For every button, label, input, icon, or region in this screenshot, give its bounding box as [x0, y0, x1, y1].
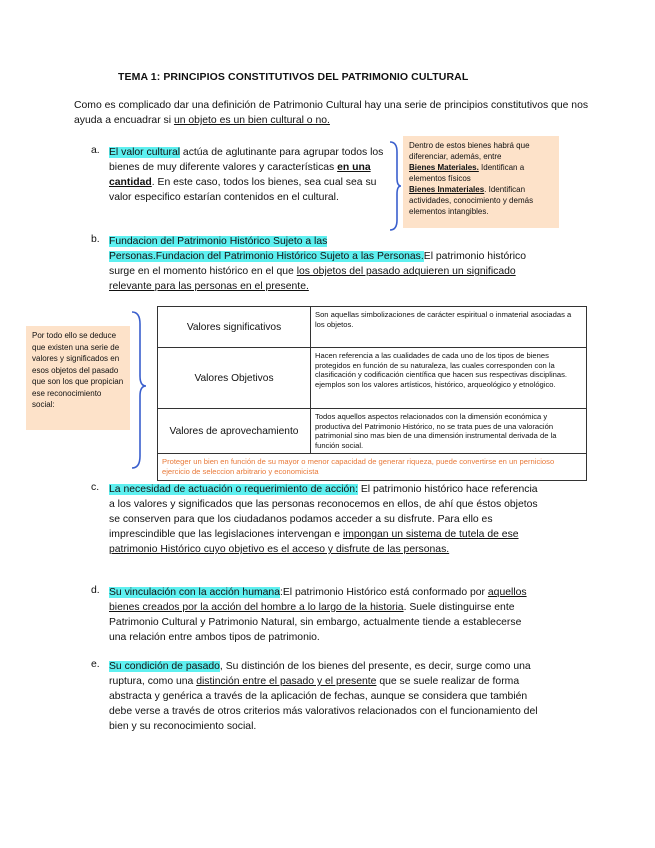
values-table: [157, 306, 587, 481]
item-e-text1: , Su distinción de los bienes del presente, es decir, surge como una ruptura, como una: [109, 661, 531, 687]
item-a-paragraph: [109, 145, 389, 205]
intro-underlined: un objeto es un bien cultural o no.: [173, 115, 330, 126]
item-e-letter: e.: [91, 659, 100, 670]
item-c-underlined: impongan un sistema de tutela de ese patrimonio Histórico cuyo objetivo es el acceso y disfrute de las personas.: [109, 529, 519, 555]
table-row: [158, 454, 587, 480]
value-label: Valores significativos: [158, 307, 311, 348]
note-values-intro: Por todo ello se deduce que existen una serie de valores y significados en esos objetos del pasado que son los que propician ese reconocimiento social:: [26, 326, 130, 430]
table-row: [158, 409, 587, 454]
note-line3: . Identifican actividades, conocimiento y demás elementos intangibles.: [409, 185, 534, 216]
item-a-text2: . En este caso, todos los bienes, sea cual sea su valor especifico estarían contenidos en el cultural.: [109, 177, 377, 203]
note-bienes-materiales: Bienes Materiales.: [409, 163, 479, 172]
table-row: [158, 307, 587, 348]
item-e-underlined: distinción entre el pasado y el presente: [196, 676, 377, 687]
item-b-highlight2: Personas.Fundacion del Patrimonio Histórico Sujeto a las Personas.: [109, 251, 424, 262]
item-b-underlined: los objetos del pasado adquieren un significado relevante para las personas en el presente.: [109, 266, 516, 292]
item-d-paragraph: [109, 585, 539, 645]
item-b-paragraph: [109, 234, 539, 294]
item-d-text1: :El patrimonio Histórico está conformado por: [279, 587, 488, 598]
value-label: Valores Objetivos: [158, 348, 311, 409]
table-footnote: Proteger un bien en función de su mayor o menor capacidad de generar riqueza, puede convertirse en un pernicioso ejercicio de seleccion arbitrario y economicista: [158, 454, 587, 480]
note-bienes-inmateriales: Bienes Inmateriales: [409, 185, 485, 194]
table-row: [158, 348, 587, 409]
item-b-highlight1: Fundacion del Patrimonio Histórico Sujeto a las: [109, 236, 328, 247]
item-c-highlight: La necesidad de actuación o requerimiento de acción:: [109, 484, 358, 495]
item-d-letter: d.: [91, 585, 100, 596]
item-e-text2: que se suele realizar de forma abstracta y genérica a través de la aplicación de fechas, aunque se considera que también debe verse a través de otros criterios más valorativos relacionados con el funcionamiento del bien y su reconocimiento social.: [109, 676, 538, 732]
document-title: TEMA 1: PRINCIPIOS CONSTITUTIVOS DEL PATRIMONIO CULTURAL: [118, 71, 469, 83]
note-line2: Identifican a elementos físicos: [409, 163, 525, 183]
item-a-highlight: El valor cultural: [109, 147, 181, 158]
right-brace-icon: [388, 140, 402, 232]
value-label: Valores de aprovechamiento: [158, 409, 311, 454]
item-d-text2: . Suele distinguirse ente Patrimonio Cultural y Patrimonio Natural, sin embargo, actualmente tiende a establecerse una relación entre ambos tipos de patrimonio.: [109, 602, 522, 643]
note-material-inmaterial: [403, 136, 559, 228]
item-b-letter: b.: [91, 234, 100, 245]
item-e-highlight: Su condición de pasado: [109, 661, 220, 672]
value-desc: Son aquellas simbolizaciones de carácter espiritual o inmaterial asociadas a los objetos.: [311, 307, 587, 348]
item-a-bold: en una cantidad: [109, 162, 371, 188]
item-b-text1: El patrimonio histórico surge en el momento histórico en el que: [109, 251, 526, 277]
intro-text: Como es complicado dar una definición de Patrimonio Cultural hay una serie de principios constitutivos que nos ayuda a encuadrar si: [74, 100, 589, 126]
item-a-text1: actúa de aglutinante para agrupar todos los bienes de muy diferente valores y características: [109, 147, 384, 173]
item-d-highlight: Su vinculación con la acción humana: [109, 587, 280, 598]
item-c-letter: c.: [91, 482, 100, 493]
item-e-paragraph: [109, 659, 539, 734]
item-a-letter: a.: [91, 145, 100, 156]
value-desc: Todos aquellos aspectos relacionados con la dimensión económica y productiva del Patrimonio Histórico, no se trata pues de una valoración patrimonial sino mas bien de una dimensión instrumental derivada de la función social.: [311, 409, 587, 454]
value-desc: Hacen referencia a las cualidades de cada uno de los tipos de bienes protegidos en función de su naturaleza, las cuales corresponden con la clasificación y codificación científica que hacen sus respectivas disciplinas. ejemplos son los valores artísticos, histórico, arqueológico y etnológico.: [311, 348, 587, 409]
left-brace-icon: [130, 310, 148, 470]
item-d-underlined: aquellos bienes creados por la acción del hombre a lo largo de la historia: [109, 587, 527, 613]
item-c-paragraph: [109, 482, 539, 557]
intro-paragraph: [74, 98, 594, 128]
item-c-text1: El patrimonio histórico hace referencia a los valores y significados que las personas reconocemos en ellos, de ahí que éstos objetos se conserven para que los ciudadanos podamos acceder a su disfrute. Para ello es imprescindible que las legislaciones intervengan e: [109, 484, 538, 540]
note-line1: Dentro de estos bienes habrá que diferenciar, además, entre: [409, 141, 530, 161]
